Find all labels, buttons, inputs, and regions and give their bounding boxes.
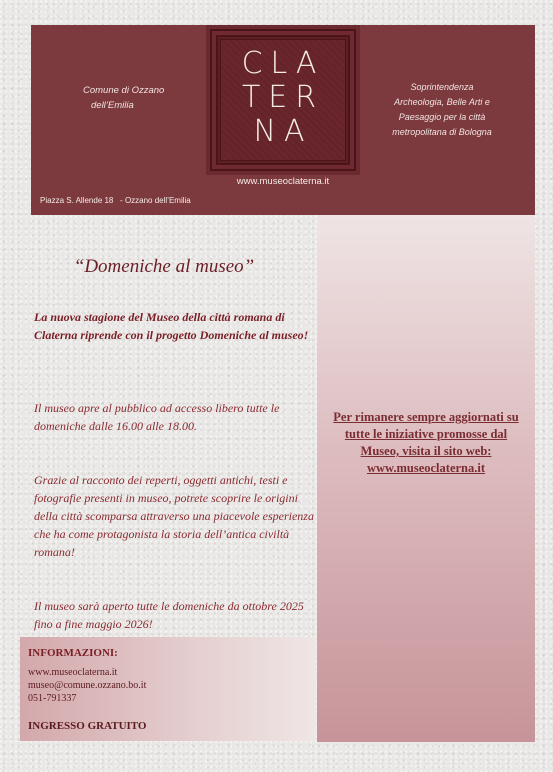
logo-line-1: CLA <box>241 46 325 81</box>
logo-wordmark <box>206 47 360 149</box>
info-title: INFORMAZIONI: <box>28 647 118 659</box>
intro-paragraph: La nuova stagione del Museo della città romana di Claterna riprende con il progetto Domeniche al museo! <box>34 310 309 342</box>
sidebar-panel <box>317 215 535 742</box>
logo-line-2: TER <box>241 80 325 115</box>
page-title: “Domeniche al museo” <box>73 256 255 277</box>
story-paragraph: Grazie al racconto dei reperti, oggetti antichi, testi e fotografie presenti in museo, potrete scoprire le origini della città scomparsa attraverso una piacevole esperienza che ha come protagonista la storia dell’antica civiltà romana! <box>34 473 314 559</box>
municipality-label <box>83 83 193 113</box>
soprintendenza-line-4: metropolitana di Bologna <box>392 127 492 137</box>
season-paragraph: Il museo sarà aperto tutte le domeniche da ottobre 2025 fino a fine maggio 2026! <box>34 599 304 631</box>
municipality-line-2: dell’Emilia <box>91 100 134 111</box>
hours-paragraph: Il museo apre al pubblico ad accesso libero tutte le domeniche dalle 16.00 alle 18.00. <box>34 401 280 433</box>
soprintendenza-line-1: Soprintendenza <box>410 82 474 92</box>
website-cta-link[interactable]: Per rimanere sempre aggiornati su tutte le iniziative promosse dal Museo, visita il sito web: www.museoclaterna.it <box>333 410 519 475</box>
header-banner <box>31 25 535 215</box>
municipality-line-1: Comune di Ozzano <box>83 85 165 96</box>
info-box <box>20 637 316 741</box>
info-email-link[interactable]: museo@comune.ozzano.bo.it <box>28 680 147 691</box>
soprintendenza-label <box>377 80 507 140</box>
info-website-link[interactable]: www.museoclaterna.it <box>28 667 118 678</box>
logo-line-3: NA <box>253 114 313 149</box>
header-website-link[interactable]: www.museoclaterna.it <box>236 176 330 187</box>
info-phone: 051-791337 <box>28 693 77 704</box>
museum-address: Piazza S. Allende 18 - Ozzano dell’Emilia <box>40 196 191 205</box>
soprintendenza-line-2: Archeologia, Belle Arti e <box>394 97 490 107</box>
free-entry-label: INGRESSO GRATUITO <box>28 720 147 732</box>
claterna-logo <box>206 25 360 175</box>
soprintendenza-line-3: Paesaggio per la città <box>398 112 486 122</box>
